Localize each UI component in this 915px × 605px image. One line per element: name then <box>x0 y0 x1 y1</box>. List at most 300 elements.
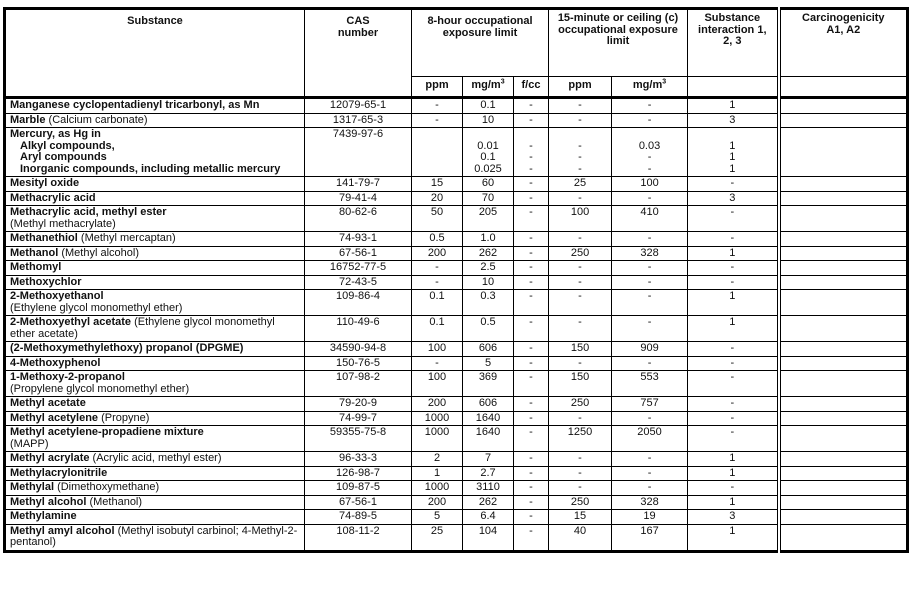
twa-ppm-cell <box>412 261 463 276</box>
twa-fcc-value: - <box>529 290 533 302</box>
twa-mg-value: 262 <box>478 495 498 508</box>
twa-mg-cell <box>463 177 514 192</box>
cas-number-value: 109-87-5 <box>335 481 381 493</box>
substance-interaction-cell <box>688 524 779 551</box>
substance-interaction-cell <box>688 191 779 206</box>
twa-ppm-cell <box>412 466 463 481</box>
cas-number-cell <box>305 397 412 412</box>
stel-mg-cell <box>612 191 688 206</box>
twa-fcc-cell <box>514 98 549 114</box>
twa-fcc-value: - <box>529 356 533 369</box>
twa-mg-cell <box>463 232 514 247</box>
substance-cell <box>5 426 305 452</box>
stel-mg-cell <box>612 128 688 177</box>
stel-ppm-value: - <box>578 232 582 244</box>
twa-mg-cell <box>463 356 514 371</box>
cas-number-cell <box>305 495 412 510</box>
twa-fcc-cell <box>514 261 549 276</box>
stel-mg-cell <box>612 510 688 525</box>
twa-fcc-cell <box>514 113 549 128</box>
twa-fcc-cell <box>514 524 549 551</box>
stel-mg-value: 19 <box>643 510 656 522</box>
substance-interaction-value: 1 <box>729 290 736 302</box>
stel-ppm-value: - <box>578 481 582 493</box>
stel-mg-value: 100 <box>640 177 659 189</box>
stel-mg-value: 167 <box>640 524 659 537</box>
twa-fcc-value: - <box>529 275 533 288</box>
twa-mg-value: 7 <box>484 452 492 464</box>
twa-fcc-value: - <box>529 371 533 383</box>
stel-mg-value: - <box>647 113 652 126</box>
substance-name: Methyl amyl alcohol <box>10 524 115 537</box>
stel-mg-cell <box>612 342 688 357</box>
twa-ppm-cell <box>412 316 463 342</box>
substance-interaction-cell <box>688 206 779 232</box>
cas-number-cell <box>305 426 412 452</box>
header-row-main <box>5 9 908 77</box>
substance-name: Methylacrylonitrile <box>10 466 108 479</box>
substance-interaction-value: - <box>730 206 735 218</box>
substance-synonym: (Acrylic acid, methyl ester) <box>89 452 222 464</box>
table-row <box>5 261 908 276</box>
twa-mg-value: 262 <box>478 246 498 259</box>
stel-mg-value: - <box>647 316 652 328</box>
stel-ppm-cell <box>549 524 612 551</box>
stel-mg-value: 328 <box>640 246 659 259</box>
substance-interaction-value: 1 <box>729 466 736 479</box>
twa-ppm-value: 200 <box>427 397 447 409</box>
substance-interaction-cell <box>688 342 779 357</box>
twa-mg-value: 60 <box>481 177 495 189</box>
stel-mg-value: - <box>647 411 652 424</box>
carcinogenicity-cell <box>779 411 908 426</box>
twa-mg-cell <box>463 452 514 467</box>
twa-mg-value: 606 <box>478 342 498 354</box>
substance-name: Methyl alcohol <box>10 495 87 508</box>
cas-number-value: 126-98-7 <box>335 466 381 479</box>
header-8-hour-limit: 8-hour occupational exposure limit <box>412 9 549 77</box>
substance-cell <box>5 316 305 342</box>
header-substance-interaction: Substance interaction 1, 2, 3 <box>688 9 779 77</box>
cas-number-value: 67-56-1 <box>339 246 377 259</box>
cas-number-value: 108-11-2 <box>336 524 380 537</box>
twa-mg-cell <box>463 261 514 276</box>
stel-mg-value: - <box>647 162 652 175</box>
substance-interaction-cell <box>688 466 779 481</box>
substance-synonym: (Ethylene glycol monomethyl ether acetate) <box>10 316 275 340</box>
table-row <box>5 452 908 467</box>
cas-number-value: 12079-65-1 <box>329 99 387 111</box>
twa-fcc-value: - <box>529 510 533 522</box>
cas-number-value: 80-62-6 <box>339 206 377 218</box>
stel-ppm-value: - <box>578 113 582 126</box>
twa-ppm-cell <box>412 510 463 525</box>
header-cas-number: CAS number <box>305 9 412 98</box>
twa-mg-value: 6.4 <box>480 510 496 522</box>
header-twa-mg <box>463 77 514 98</box>
stel-ppm-cell <box>549 342 612 357</box>
cas-number-cell <box>305 206 412 232</box>
substance-interaction-value: 1 <box>729 162 736 175</box>
twa-fcc-cell <box>514 191 549 206</box>
stel-mg-value: - <box>647 191 652 204</box>
substance-interaction-value: 1 <box>729 139 736 152</box>
stel-mg-value: 410 <box>640 206 659 218</box>
twa-ppm-value: - <box>435 275 439 288</box>
table-row <box>5 191 908 206</box>
twa-ppm-value: 100 <box>427 342 447 354</box>
twa-fcc-value: - <box>529 495 533 508</box>
twa-fcc-value: - <box>529 452 533 464</box>
twa-ppm-cell <box>412 356 463 371</box>
twa-fcc-cell <box>514 371 549 397</box>
substance-name: 2-Methoxyethyl acetate <box>10 316 132 328</box>
twa-fcc-cell <box>514 356 549 371</box>
substance-synonym: (Propylene glycol monomethyl ether) <box>10 382 190 395</box>
cas-number-cell <box>305 177 412 192</box>
stel-ppm-cell <box>549 426 612 452</box>
substance-cell <box>5 232 305 247</box>
stel-ppm-value: - <box>578 139 582 152</box>
cas-number-value: 74-99-7 <box>339 411 377 424</box>
substance-name: Methyl acetylene-propadiene mixture <box>10 426 204 438</box>
header-carcinogenicity-blank <box>779 77 908 98</box>
sub-compound-name: Alkyl compounds, <box>20 139 115 152</box>
substance-cell <box>5 261 305 276</box>
cas-number-cell <box>305 510 412 525</box>
substance-name: 1-Methoxy-2-propanol <box>10 371 125 383</box>
cas-number-value: 79-41-4 <box>339 191 377 204</box>
substance-cell <box>5 113 305 128</box>
twa-mg-value: 0.1 <box>480 99 496 111</box>
cas-number-cell <box>305 466 412 481</box>
substance-interaction-value: 3 <box>729 510 736 522</box>
stel-ppm-cell <box>549 371 612 397</box>
twa-fcc-value: - <box>529 316 533 328</box>
cas-number-cell <box>305 371 412 397</box>
stel-ppm-value: 150 <box>570 342 590 354</box>
cas-number-cell <box>305 356 412 371</box>
substance-name: (2-Methoxymethylethoxy) propanol (DPGME) <box>10 342 244 354</box>
carcinogenicity-cell <box>779 495 908 510</box>
table-row <box>5 524 908 551</box>
twa-mg-cell <box>463 510 514 525</box>
twa-fcc-cell <box>514 275 549 290</box>
stel-ppm-value: - <box>578 162 582 175</box>
stel-mg-value: 0.03 <box>638 139 661 152</box>
substance-interaction-value: 1 <box>729 452 736 464</box>
twa-mg-value: 369 <box>478 371 498 383</box>
table-row <box>5 510 908 525</box>
cas-number-cell <box>305 232 412 247</box>
twa-ppm-cell <box>412 275 463 290</box>
substance-name: Methyl acetylene <box>10 411 99 424</box>
substance-interaction-cell <box>688 246 779 261</box>
stel-ppm-value: - <box>578 191 582 204</box>
stel-ppm-cell <box>549 411 612 426</box>
stel-ppm-value: - <box>578 356 582 369</box>
stel-mg-cell <box>612 524 688 551</box>
substance-synonym: (Ethylene glycol monomethyl ether) <box>10 301 183 314</box>
substance-cell <box>5 98 305 114</box>
cas-number-value: 67-56-1 <box>339 495 377 508</box>
stel-mg-value: - <box>647 356 652 369</box>
substance-synonym: (Propyne) <box>98 411 150 424</box>
stel-ppm-value: - <box>578 275 582 288</box>
substance-interaction-value: - <box>730 356 735 369</box>
stel-mg-cell <box>612 466 688 481</box>
header-stel-mg-sup: 3 <box>662 78 667 86</box>
carcinogenicity-cell <box>779 128 908 177</box>
stel-ppm-cell <box>549 98 612 114</box>
table-row <box>5 466 908 481</box>
substance-interaction-cell <box>688 232 779 247</box>
twa-mg-value: 606 <box>478 397 498 409</box>
cas-number-cell <box>305 290 412 316</box>
twa-mg-value: 3110 <box>476 481 500 493</box>
twa-ppm-value: 50 <box>430 206 444 218</box>
stel-ppm-value: 250 <box>570 397 590 409</box>
twa-fcc-cell <box>514 510 549 525</box>
substance-cell <box>5 246 305 261</box>
twa-mg-cell <box>463 411 514 426</box>
twa-fcc-value: - <box>529 466 533 479</box>
table-row <box>5 177 908 192</box>
carcinogenicity-cell <box>779 371 908 397</box>
twa-ppm-value: 0.5 <box>429 232 445 244</box>
substance-interaction-cell <box>688 290 779 316</box>
stel-ppm-cell <box>549 466 612 481</box>
stel-ppm-cell <box>549 316 612 342</box>
twa-ppm-value: 1 <box>433 466 441 479</box>
stel-mg-value: - <box>647 99 652 111</box>
twa-mg-cell <box>463 246 514 261</box>
twa-ppm-value: - <box>435 356 439 369</box>
stel-ppm-cell <box>549 191 612 206</box>
twa-fcc-value: - <box>529 397 533 409</box>
twa-mg-cell <box>463 275 514 290</box>
twa-mg-value: 2.5 <box>480 261 496 273</box>
twa-fcc-value: - <box>529 246 533 259</box>
twa-ppm-cell <box>412 191 463 206</box>
stel-ppm-cell <box>549 206 612 232</box>
substance-name: 2-Methoxyethanol <box>10 290 104 302</box>
header-twa-mg-sup: 3 <box>500 78 505 86</box>
cas-number-value: 96-33-3 <box>339 452 377 464</box>
substance-interaction-value: 1 <box>729 151 736 163</box>
substance-synonym: (Methyl isobutyl carbinol; 4-Methyl-2-pentanol) <box>10 524 298 548</box>
twa-fcc-value: - <box>529 426 533 438</box>
substance-name: Methyl acrylate <box>10 452 90 464</box>
substance-interaction-value: - <box>730 411 735 424</box>
cas-number-cell <box>305 261 412 276</box>
stel-ppm-cell <box>549 495 612 510</box>
substance-interaction-value: - <box>730 342 735 354</box>
carcinogenicity-cell <box>779 232 908 247</box>
twa-fcc-cell <box>514 316 549 342</box>
twa-mg-value: 10 <box>481 113 495 126</box>
substance-cell <box>5 524 305 551</box>
substance-cell <box>5 481 305 496</box>
header-carcinogenicity: Carcinogenicity A1, A2 <box>779 9 908 77</box>
stel-mg-cell <box>612 426 688 452</box>
twa-fcc-value: - <box>529 162 533 175</box>
stel-ppm-value: 250 <box>570 495 590 508</box>
substance-interaction-value: - <box>730 481 735 493</box>
substance-cell <box>5 177 305 192</box>
substance-cell <box>5 206 305 232</box>
twa-ppm-value: 0.1 <box>429 290 445 302</box>
twa-ppm-cell <box>412 452 463 467</box>
twa-ppm-cell <box>412 232 463 247</box>
carcinogenicity-cell <box>779 206 908 232</box>
cas-number-cell <box>305 342 412 357</box>
twa-mg-cell <box>463 466 514 481</box>
cas-number-cell <box>305 524 412 551</box>
substance-name: Marble <box>10 113 46 126</box>
twa-fcc-value: - <box>529 481 533 493</box>
twa-mg-value: 2.7 <box>480 466 496 479</box>
table-row <box>5 275 908 290</box>
header-stel-ppm: ppm <box>549 77 612 98</box>
sub-compound-name: Inorganic compounds, including metallic mercury <box>20 162 281 175</box>
carcinogenicity-cell <box>779 261 908 276</box>
stel-ppm-value: 25 <box>573 177 587 189</box>
cas-number-cell <box>305 128 412 177</box>
substance-name: Methyl acetate <box>10 397 86 409</box>
substance-interaction-value: 3 <box>729 113 736 126</box>
carcinogenicity-cell <box>779 246 908 261</box>
cas-number-value: 34590-94-8 <box>329 342 387 354</box>
twa-ppm-value: 0.1 <box>429 316 445 328</box>
twa-ppm-value: 100 <box>427 371 447 383</box>
stel-mg-cell <box>612 290 688 316</box>
carcinogenicity-cell <box>779 275 908 290</box>
substance-interaction-cell <box>688 510 779 525</box>
carcinogenicity-cell <box>779 290 908 316</box>
stel-mg-cell <box>612 316 688 342</box>
stel-mg-value: - <box>647 290 652 302</box>
twa-mg-cell <box>463 342 514 357</box>
sub-compound-name: Aryl compounds <box>20 151 107 163</box>
table-row <box>5 290 908 316</box>
substance-interaction-cell <box>688 411 779 426</box>
stel-ppm-cell <box>549 510 612 525</box>
carcinogenicity-cell <box>779 356 908 371</box>
twa-fcc-cell <box>514 452 549 467</box>
substance-synonym: (Methyl methacrylate) <box>10 217 116 230</box>
twa-ppm-value: 1000 <box>424 411 450 424</box>
table-body <box>5 98 908 552</box>
cas-number-value: 16752-77-5 <box>329 261 387 273</box>
twa-ppm-cell <box>412 113 463 128</box>
stel-ppm-cell <box>549 246 612 261</box>
twa-mg-value: 0.5 <box>480 316 496 328</box>
stel-ppm-cell <box>549 113 612 128</box>
twa-fcc-cell <box>514 232 549 247</box>
header-stel-mg-label: mg/m <box>632 79 663 91</box>
twa-fcc-cell <box>514 206 549 232</box>
stel-ppm-value: 15 <box>573 510 587 522</box>
twa-ppm-cell <box>412 524 463 551</box>
twa-mg-value: 104 <box>478 524 498 537</box>
substance-interaction-cell <box>688 128 779 177</box>
stel-ppm-value: - <box>578 466 582 479</box>
twa-fcc-cell <box>514 128 549 177</box>
substance-cell <box>5 290 305 316</box>
table-row <box>5 113 908 128</box>
substance-name: 4-Methoxyphenol <box>10 356 101 369</box>
twa-fcc-value: - <box>529 342 533 354</box>
twa-mg-cell <box>463 206 514 232</box>
cas-number-cell <box>305 275 412 290</box>
twa-mg-value: 205 <box>478 206 498 218</box>
header-15-minute-limit: 15-minute or ceiling (c) occupational exposure limit <box>549 9 688 77</box>
twa-ppm-cell <box>412 397 463 412</box>
stel-mg-cell <box>612 495 688 510</box>
substance-name: Mercury, as Hg in <box>10 128 101 140</box>
twa-mg-value: 1640 <box>475 426 501 438</box>
substance-name: Methomyl <box>10 261 62 273</box>
cas-number-value: 1317-65-3 <box>332 113 384 126</box>
twa-ppm-value: - <box>435 261 439 273</box>
substance-interaction-value: 1 <box>729 524 736 537</box>
twa-ppm-cell <box>412 98 463 114</box>
cas-number-value: 74-89-5 <box>339 510 377 522</box>
stel-ppm-cell <box>549 232 612 247</box>
substance-name: Manganese cyclopentadienyl tricarbonyl, as Mn <box>10 99 260 111</box>
carcinogenicity-cell <box>779 191 908 206</box>
substance-interaction-value: 1 <box>729 246 736 259</box>
stel-ppm-value: - <box>578 99 582 111</box>
twa-ppm-cell <box>412 342 463 357</box>
stel-mg-cell <box>612 411 688 426</box>
table-row <box>5 397 908 412</box>
twa-mg-value: 5 <box>484 356 492 369</box>
stel-ppm-cell <box>549 452 612 467</box>
substance-interaction-cell <box>688 356 779 371</box>
substance-name: Mesityl oxide <box>10 177 80 189</box>
stel-ppm-cell <box>549 290 612 316</box>
substance-interaction-cell <box>688 275 779 290</box>
substance-cell <box>5 411 305 426</box>
substance-synonym: (Methyl mercaptan) <box>77 232 176 244</box>
substance-interaction-cell <box>688 452 779 467</box>
cas-number-value: 79-20-9 <box>339 397 377 409</box>
substance-name: Methylal <box>10 481 55 493</box>
twa-ppm-cell <box>412 495 463 510</box>
twa-ppm-cell <box>412 246 463 261</box>
cas-number-cell <box>305 191 412 206</box>
substance-interaction-cell <box>688 397 779 412</box>
stel-ppm-cell <box>549 128 612 177</box>
stel-mg-cell <box>612 177 688 192</box>
cas-number-value: 109-86-4 <box>335 290 381 302</box>
twa-mg-cell <box>463 128 514 177</box>
twa-mg-cell <box>463 495 514 510</box>
cas-number-cell <box>305 316 412 342</box>
carcinogenicity-cell <box>779 452 908 467</box>
stel-mg-cell <box>612 246 688 261</box>
exposure-limits-table <box>3 7 909 553</box>
twa-ppm-value: 20 <box>430 191 444 204</box>
header-twa-mg-label: mg/m <box>471 79 501 91</box>
stel-ppm-value: 40 <box>573 524 587 537</box>
cas-number-value: 74-93-1 <box>339 232 377 244</box>
stel-ppm-value: 1250 <box>567 426 593 438</box>
stel-ppm-value: - <box>578 452 582 464</box>
substance-interaction-cell <box>688 426 779 452</box>
